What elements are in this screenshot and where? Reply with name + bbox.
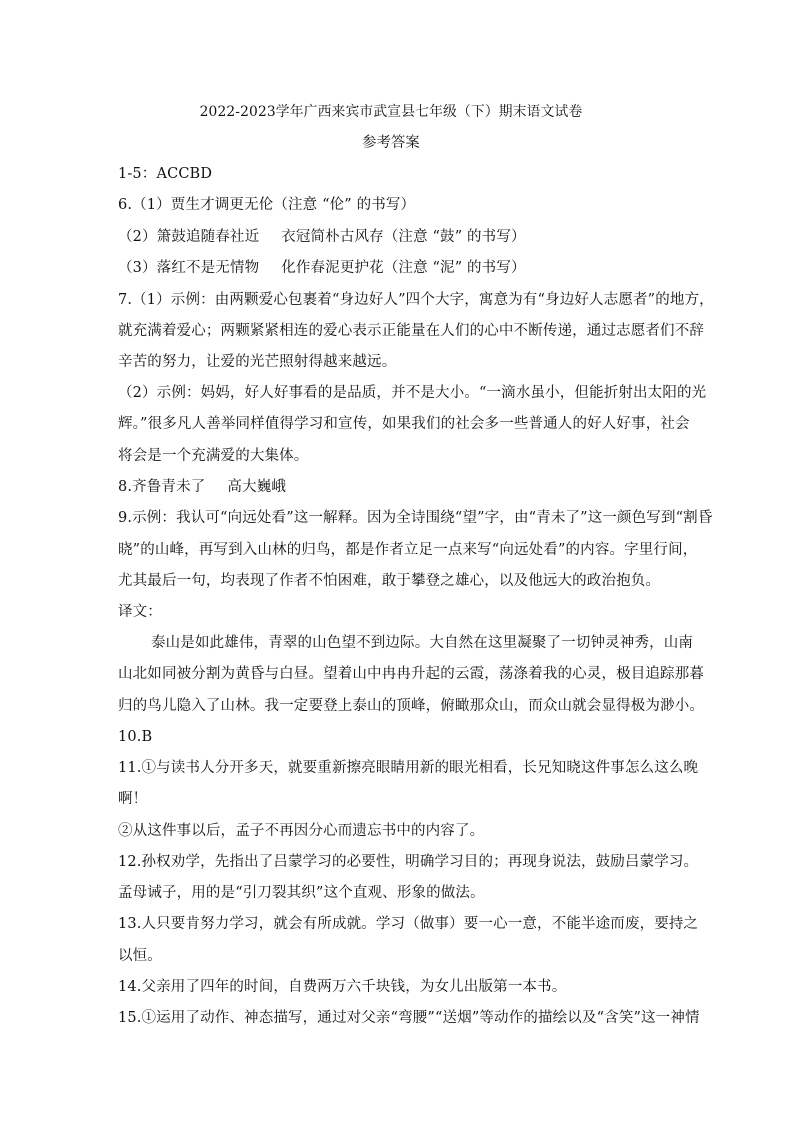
answer-9-line: 尤其最后一句，均表现了作者不怕困难，敢于攀登之雄心，以及他远大的政治抱负。 (118, 573, 661, 589)
answer-6-3 (118, 258, 526, 278)
answer-7-1-line: 就充满着爱心；两颗紧紧相连的爱心表示正能量在人们的心中不断传递，通过志愿者们不辞 (118, 323, 704, 339)
answer-10: 10.B (118, 729, 153, 745)
answer-11-1-line: 啊！ (118, 791, 148, 807)
translation-label: 译文： (118, 604, 162, 620)
answer-11-2: ②从这件事以后，孟子不再因分心而遗忘书中的内容了。 (118, 823, 485, 839)
answer-6-3-line2: 化作春泥更护花（注意 “泥” 的书写） (281, 260, 526, 276)
answer-7-2-line: 将会是一个充满爱的大集体。 (118, 448, 309, 464)
answer-15: 15.①运用了动作、神态描写，通过对父亲“弯腰”“送烟”等动作的描绘以及“含笑”这一神情 (118, 1010, 700, 1026)
translation-line: 归的鸟儿隐入了山林。我一定要登上泰山的顶峰，俯瞰那众山，而众山就会显得极为渺小。 (118, 698, 704, 714)
answer-8 (118, 477, 286, 497)
answer-1-5: 1-5：ACCBD (118, 166, 213, 182)
answer-12-line: 12.孙权劝学，先指出了吕蒙学习的必要性，明确学习目的；再现身说法，鼓励吕蒙学习。 (118, 854, 699, 870)
answer-13-line: 以恒。 (118, 948, 162, 964)
answer-6-2 (118, 227, 526, 247)
answer-13-line: 13.人只要肯努力学习，就会有所成就。学习（做事）要一心一意，不能半途而废，要持之 (118, 916, 699, 932)
answer-7-2-line: 辉。”很多凡人善举同样值得学习和宣传，如果我们的社会多一些普通人的好人好事，社会 (118, 416, 690, 432)
translation-line: 山北如同被分割为黄昏与白昼。望着山中冉冉升起的云霞，荡涤着我的心灵，极目追踪那暮 (118, 666, 704, 682)
page-subtitle: 参考答案 (362, 135, 420, 151)
answer-7-1-line: 7.（1）示例：由两颗爱心包裹着“身边好人”四个大字，寓意为有“身边好人志愿者”的地方， (118, 292, 714, 308)
answer-14: 14.父亲用了四年的时间，自费两万六千块钱，为女儿出版第一本书。 (118, 979, 567, 995)
answer-6-2-line1: （2）箫鼓追随春社近 (118, 229, 260, 245)
answer-8-part1: 8.齐鲁青未了 (118, 479, 206, 495)
answer-8-part2: 高大巍峨 (227, 479, 286, 495)
answer-11-1-line: 11.①与读书人分开多天，就要重新擦亮眼睛用新的眼光相看，长兄知晓这件事怎么这么晚 (118, 760, 699, 776)
answer-12-line: 孟母诫子，用的是“引刀裂其织”这个直观、形象的做法。 (118, 885, 485, 901)
translation-line: 泰山是如此雄伟，青翠的山色望不到边际。大自然在这里凝聚了一切钟灵神秀，山南 (151, 635, 694, 651)
answer-7-2-line: （2）示例：妈妈，好人好事看的是品质，并不是大小。“一滴水虽小，但能折射出太阳的光 (118, 385, 707, 401)
page-title: 2022-2023学年广西来宾市武宣县七年级（下）期末语文试卷 (199, 104, 583, 120)
answer-9-line: 晓”的山峰，再写到入山林的归鸟，都是作者立足一点来写“向远处看”的内容。字里行间， (118, 542, 698, 558)
answer-6-1: 6.（1）贾生才调更无伦（注意 “伦” 的书写） (118, 197, 416, 213)
answer-6-3-line1: （3）落红不是无情物 (118, 260, 260, 276)
answer-7-1-line: 辛苦的努力，让爱的光芒照射得越来越远。 (118, 354, 397, 370)
answer-9-line: 9.示例：我认可“向远处看”这一解释。因为全诗围绕“望”字，由“青未了”这一颜色写到“割昏 (118, 510, 713, 526)
answer-6-2-line2: 衣冠简朴古风存（注意 “鼓” 的书写） (281, 229, 526, 245)
